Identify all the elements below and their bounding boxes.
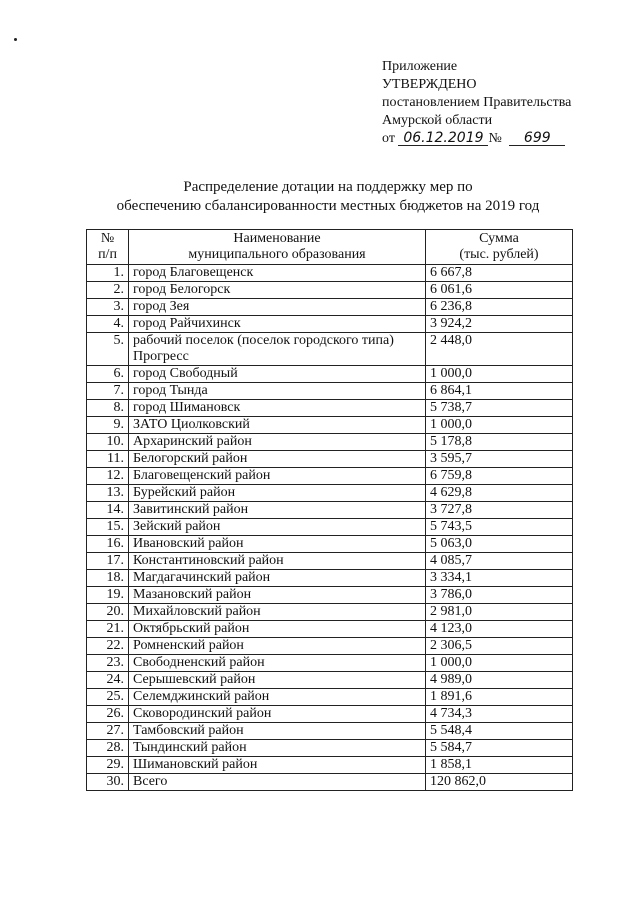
row-name: Шимановский район	[129, 757, 426, 774]
table-row	[87, 536, 573, 553]
table-row	[87, 655, 573, 672]
header-sum-line2: (тыс. рублей)	[459, 247, 539, 262]
row-sum: 6 759,8	[426, 468, 573, 485]
table-row	[87, 553, 573, 570]
table-row	[87, 299, 573, 316]
row-name: Тындинский район	[129, 740, 426, 757]
approval-date-line	[382, 130, 571, 148]
row-sum: 6 864,1	[426, 383, 573, 400]
row-name: город Зея	[129, 299, 426, 316]
approval-date-handwritten: 06.12.2019	[398, 131, 488, 146]
table-header-row	[87, 230, 573, 265]
header-sum-line1: Сумма	[479, 231, 519, 246]
row-sum: 6 667,8	[426, 265, 573, 282]
approval-approved-label: УТВЕРЖДЕНО	[382, 77, 477, 92]
table-row	[87, 451, 573, 468]
row-sum: 3 334,1	[426, 570, 573, 587]
row-name: Архаринский район	[129, 434, 426, 451]
row-name: Ивановский район	[129, 536, 426, 553]
header-sum	[426, 230, 573, 265]
row-number: 9.	[87, 417, 129, 434]
document-title-line1: Распределение дотации на поддержку мер по	[183, 179, 473, 195]
row-name: город Благовещенск	[129, 265, 426, 282]
row-sum: 1 000,0	[426, 655, 573, 672]
row-sum: 4 629,8	[426, 485, 573, 502]
row-name: Тамбовский район	[129, 723, 426, 740]
row-number: 25.	[87, 689, 129, 706]
row-name: Октябрьский район	[129, 621, 426, 638]
row-number: 13.	[87, 485, 129, 502]
row-number: 17.	[87, 553, 129, 570]
row-number: 4.	[87, 316, 129, 333]
row-number: 6.	[87, 366, 129, 383]
row-number: 28.	[87, 740, 129, 757]
row-name: Михайловский район	[129, 604, 426, 621]
row-sum: 1 858,1	[426, 757, 573, 774]
row-sum: 3 595,7	[426, 451, 573, 468]
row-name: рабочий поселок (поселок городского типа) Прогресс	[129, 333, 426, 366]
row-number: 11.	[87, 451, 129, 468]
approval-resolution-label: постановлением Правительства	[382, 95, 572, 110]
table-row	[87, 265, 573, 282]
row-number: 19.	[87, 587, 129, 604]
row-name: Ромненский район	[129, 638, 426, 655]
row-sum: 4 734,3	[426, 706, 573, 723]
row-name: Благовещенский район	[129, 468, 426, 485]
table-row	[87, 706, 573, 723]
row-sum: 5 584,7	[426, 740, 573, 757]
row-number: 7.	[87, 383, 129, 400]
table-row	[87, 333, 573, 366]
table-row	[87, 672, 573, 689]
row-name: Селемджинский район	[129, 689, 426, 706]
row-sum: 4 989,0	[426, 672, 573, 689]
approval-date-prefix: от	[382, 131, 395, 146]
row-sum: 1 891,6	[426, 689, 573, 706]
row-name: Всего	[129, 774, 426, 791]
row-name: Белогорский район	[129, 451, 426, 468]
subsidy-table	[86, 229, 573, 791]
row-sum: 2 981,0	[426, 604, 573, 621]
table-row	[87, 604, 573, 621]
table-row	[87, 468, 573, 485]
row-number: 3.	[87, 299, 129, 316]
table-row	[87, 282, 573, 299]
row-number: 23.	[87, 655, 129, 672]
approval-block	[382, 58, 571, 148]
table-row	[87, 417, 573, 434]
row-number: 29.	[87, 757, 129, 774]
table-row	[87, 757, 573, 774]
row-number: 30.	[87, 774, 129, 791]
row-name: Свободненский район	[129, 655, 426, 672]
row-sum: 1 000,0	[426, 417, 573, 434]
row-number: 16.	[87, 536, 129, 553]
row-sum: 2 306,5	[426, 638, 573, 655]
approval-region-label: Амурской области	[382, 113, 493, 128]
row-sum: 3 727,8	[426, 502, 573, 519]
row-name: город Шимановск	[129, 400, 426, 417]
table-row	[87, 689, 573, 706]
row-number: 18.	[87, 570, 129, 587]
row-sum: 5 548,4	[426, 723, 573, 740]
row-sum: 1 000,0	[426, 366, 573, 383]
scan-speck	[14, 38, 17, 41]
document-title-line2: обеспечению сбалансированности местных бюджетов на 2019 год	[116, 198, 540, 214]
table-row	[87, 638, 573, 655]
row-name: Бурейский район	[129, 485, 426, 502]
header-number-line2: п/п	[98, 247, 117, 262]
row-name: Сковородинский район	[129, 706, 426, 723]
table-row	[87, 774, 573, 791]
row-number: 8.	[87, 400, 129, 417]
row-number: 1.	[87, 265, 129, 282]
approval-number-handwritten: 699	[509, 131, 565, 146]
row-sum: 4 123,0	[426, 621, 573, 638]
row-name: город Белогорск	[129, 282, 426, 299]
table-row	[87, 723, 573, 740]
table-row	[87, 519, 573, 536]
row-name: город Тында	[129, 383, 426, 400]
header-name	[129, 230, 426, 265]
table-body	[87, 265, 573, 791]
row-name: Завитинский район	[129, 502, 426, 519]
row-number: 15.	[87, 519, 129, 536]
table-row	[87, 485, 573, 502]
document-title	[86, 178, 570, 216]
table-row	[87, 587, 573, 604]
row-sum: 6 236,8	[426, 299, 573, 316]
approval-appendix-label: Приложение	[382, 59, 458, 74]
row-name: город Райчихинск	[129, 316, 426, 333]
table-row	[87, 316, 573, 333]
row-sum: 5 743,5	[426, 519, 573, 536]
row-number: 22.	[87, 638, 129, 655]
row-name: Серышевский район	[129, 672, 426, 689]
table-row	[87, 434, 573, 451]
table-row	[87, 621, 573, 638]
header-number-line1: №	[100, 231, 115, 246]
row-sum: 5 063,0	[426, 536, 573, 553]
row-number: 2.	[87, 282, 129, 299]
row-sum: 120 862,0	[426, 774, 573, 791]
row-sum: 3 786,0	[426, 587, 573, 604]
row-number: 21.	[87, 621, 129, 638]
row-name: Магдагачинский район	[129, 570, 426, 587]
row-name: Мазановский район	[129, 587, 426, 604]
header-name-line2: муниципального образования	[188, 247, 366, 262]
table-row	[87, 400, 573, 417]
row-sum: 2 448,0	[426, 333, 573, 366]
row-number: 10.	[87, 434, 129, 451]
table-row	[87, 502, 573, 519]
approval-number-label: №	[488, 131, 502, 146]
row-number: 14.	[87, 502, 129, 519]
row-sum: 3 924,2	[426, 316, 573, 333]
row-number: 27.	[87, 723, 129, 740]
row-sum: 6 061,6	[426, 282, 573, 299]
row-sum: 4 085,7	[426, 553, 573, 570]
row-name: Константиновский район	[129, 553, 426, 570]
row-name: город Свободный	[129, 366, 426, 383]
row-name: Зейский район	[129, 519, 426, 536]
row-number: 5.	[87, 333, 129, 366]
row-name: ЗАТО Циолковский	[129, 417, 426, 434]
table-row	[87, 383, 573, 400]
row-number: 24.	[87, 672, 129, 689]
row-number: 26.	[87, 706, 129, 723]
table-row	[87, 570, 573, 587]
row-number: 12.	[87, 468, 129, 485]
row-sum: 5 738,7	[426, 400, 573, 417]
header-name-line1: Наименование	[233, 231, 321, 246]
table-row	[87, 366, 573, 383]
header-number	[87, 230, 129, 265]
table-row	[87, 740, 573, 757]
row-number: 20.	[87, 604, 129, 621]
row-sum: 5 178,8	[426, 434, 573, 451]
